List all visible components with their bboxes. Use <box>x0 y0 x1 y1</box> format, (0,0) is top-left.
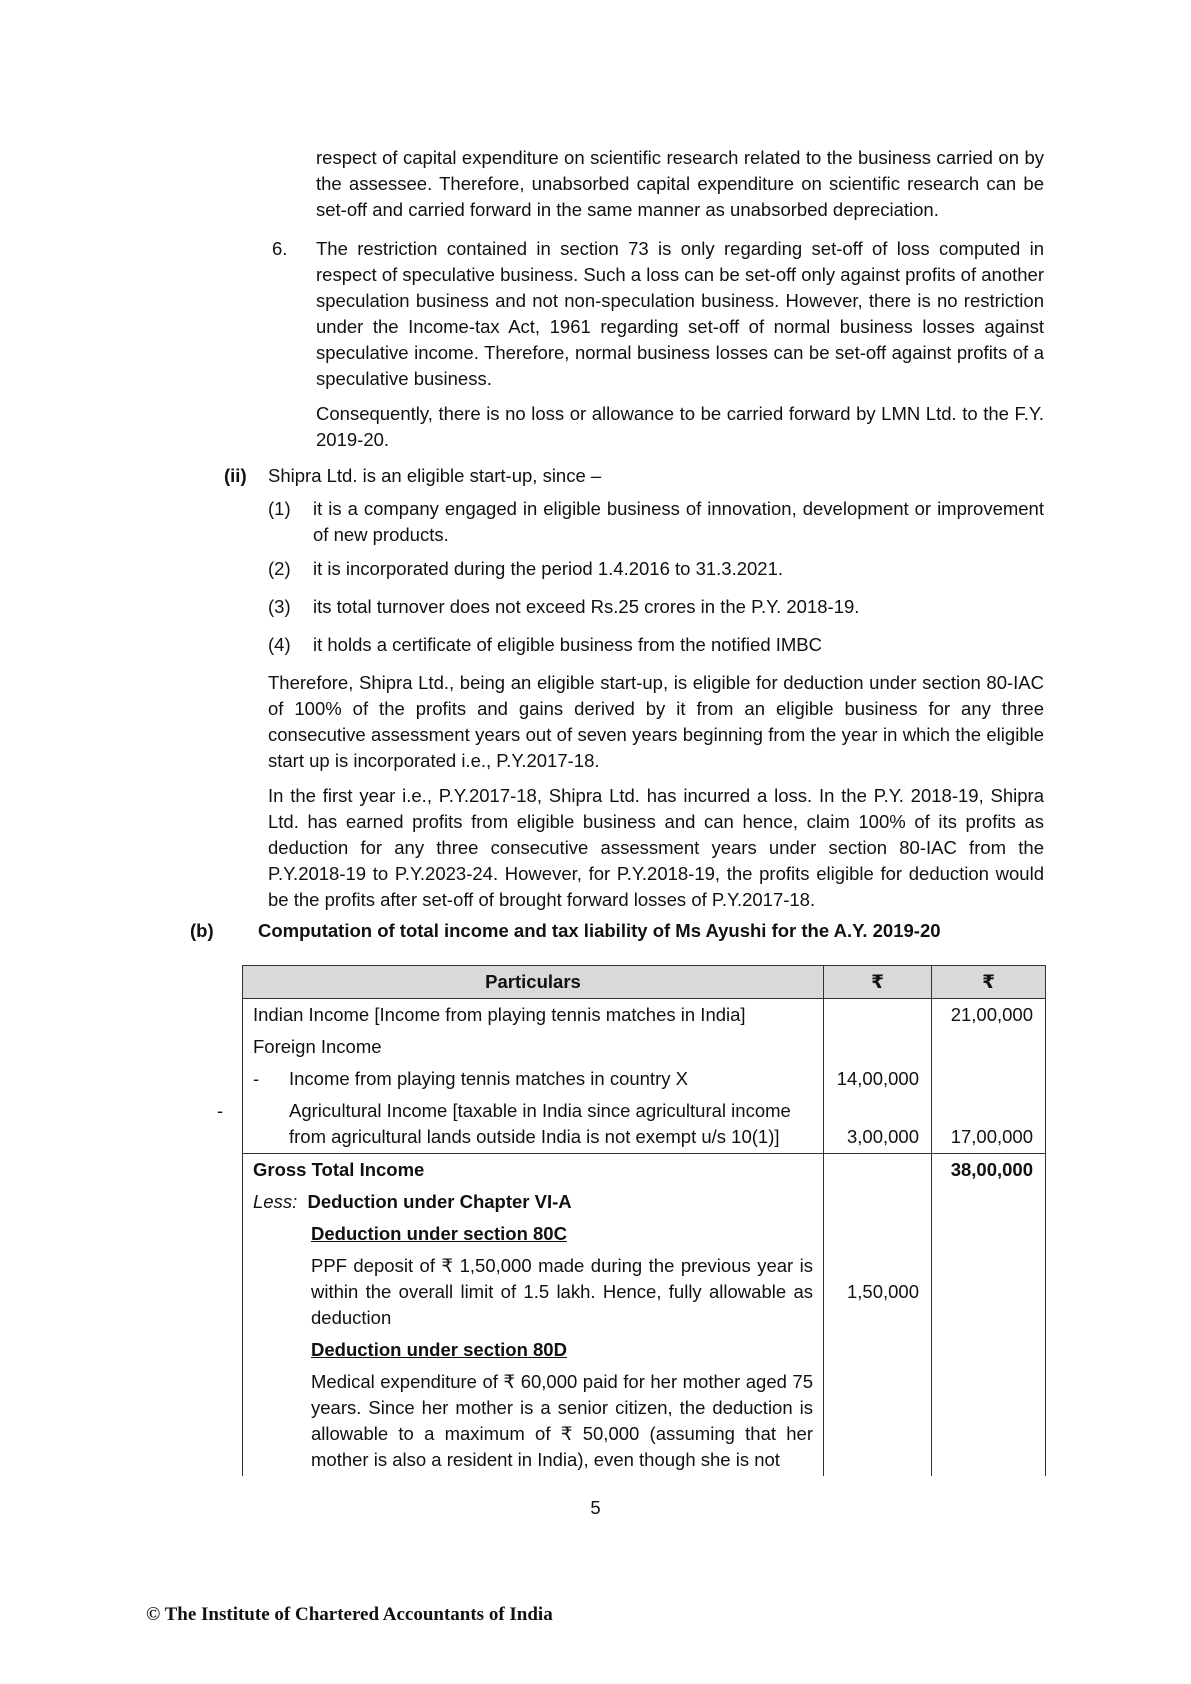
condition-item <box>268 556 1044 582</box>
table-row <box>243 1334 1046 1366</box>
table-row <box>243 1250 1046 1334</box>
part-ii-intro: Shipra Ltd. is an eligible start-up, since – <box>268 465 602 486</box>
table-row <box>243 1218 1046 1250</box>
foreign-agri-amount: 3,00,000 <box>824 1095 932 1154</box>
condition-text: it is incorporated during the period 1.4.2016 to 31.3.2021. <box>313 558 784 579</box>
condition-text: it is a company engaged in eligible business of innovation, development or improvement of new products. <box>313 498 1044 545</box>
empty-cell <box>824 1031 932 1063</box>
computation-table <box>217 965 1046 1476</box>
indian-income-amount: 21,00,000 <box>932 999 1046 1032</box>
header-particulars: Particulars <box>243 966 824 999</box>
table-row <box>243 1366 1046 1476</box>
part-ii-paragraph-1: Therefore, Shipra Ltd., being an eligible start-up, is eligible for deduction under section 80-IAC of 100% of the profits and gains derived by it from an eligible business for any three consecutive assessment years out of seven years beginning from the year in which the eligible start up is incorporated i.e., P.Y.2017-18. <box>268 672 1044 771</box>
foreign-income-total: 17,00,000 <box>932 1095 1046 1154</box>
table-row <box>243 1154 1046 1187</box>
condition-number: (4) <box>268 634 291 655</box>
foreign-tennis-label: Income from playing tennis matches in country X <box>289 1068 688 1089</box>
condition-item <box>268 496 1044 548</box>
sec80c-heading: Deduction under section 80C <box>311 1223 567 1244</box>
empty-cell <box>932 1218 1046 1250</box>
condition-item <box>268 632 1044 658</box>
table-row <box>243 1095 1046 1154</box>
less-deduction-cell <box>243 1186 824 1218</box>
empty-cell <box>932 1063 1046 1095</box>
chapter-via-label: Deduction under Chapter VI-A <box>307 1191 572 1212</box>
part-b-heading: Computation of total income and tax liability of Ms Ayushi for the A.Y. 2019-20 <box>258 920 941 941</box>
foreign-income-label: Foreign Income <box>243 1031 824 1063</box>
empty-cell <box>824 1186 932 1218</box>
empty-cell <box>932 1031 1046 1063</box>
item-6-number: 6. <box>272 238 288 259</box>
less-prefix: Less: <box>253 1191 298 1212</box>
sec80d-heading-cell <box>243 1334 824 1366</box>
table-row <box>243 1031 1046 1063</box>
empty-cell <box>932 1186 1046 1218</box>
indian-income-col2 <box>824 999 932 1032</box>
sec80d-heading: Deduction under section 80D <box>311 1339 567 1360</box>
item-6-conclusion: Consequently, there is no loss or allowance to be carried forward by LMN Ltd. to the F.Y. 2019-20. <box>316 403 1044 450</box>
condition-item <box>268 594 1044 620</box>
part-ii-paragraph-2: In the first year i.e., P.Y.2017-18, Shipra Ltd. has incurred a loss. In the P.Y. 2018-19, Shipra Ltd. has earned profits from eligible business and can hence, claim 100% of its profits as deduction for any three consecutive assessment years under section 80-IAC from the P.Y.2018-19 to P.Y.2023-24. However, for P.Y.2018-19, the profits eligible for deduction would be the profits after set-off of brought forward losses of P.Y.2017-18. <box>268 785 1044 910</box>
condition-number: (1) <box>268 498 291 519</box>
table-row <box>243 1186 1046 1218</box>
header-amount-1: ₹ <box>824 966 932 999</box>
foreign-tennis-cell <box>243 1063 824 1095</box>
foreign-agri-label: Agricultural Income [taxable in India since agricultural income from agricultural lands outside India is not exempt u/s 10(1)] <box>289 1100 791 1147</box>
empty-cell <box>824 1154 932 1187</box>
item-6-text: The restriction contained in section 73 is only regarding set-off of loss computed in respect of speculative business. Such a loss can be set-off only against profits of another speculation business and not non-speculation business. However, there is no restriction under the Income-tax Act, 1961 regarding set-off of normal business losses against speculative income. Therefore, normal business losses can be set-off against profits of a speculative business. <box>316 238 1044 389</box>
continuation-paragraph: respect of capital expenditure on scientific research related to the business carried on by the assessee. Therefore, unabsorbed capital expenditure on scientific research can be set-off and carried forward in the same manner as unabsorbed depreciation. <box>316 147 1044 220</box>
condition-number: (3) <box>268 596 291 617</box>
condition-text: its total turnover does not exceed Rs.25 crores in the P.Y. 2018-19. <box>313 596 860 617</box>
header-amount-2: ₹ <box>932 966 1046 999</box>
empty-cell <box>824 1366 932 1476</box>
sec80c-amount: 1,50,000 <box>824 1250 932 1334</box>
sec80c-heading-cell <box>243 1218 824 1250</box>
foreign-tennis-amount: 14,00,000 <box>824 1063 932 1095</box>
table-header-row <box>243 966 1046 999</box>
sec80c-text: PPF deposit of ₹ 1,50,000 made during the previous year is within the overall limit of 1.5 lakh. Hence, fully allowable as deduction <box>311 1255 813 1328</box>
gti-label: Gross Total Income <box>243 1154 824 1187</box>
empty-cell <box>932 1250 1046 1334</box>
page-number: 5 <box>590 1497 601 1518</box>
foreign-agri-cell <box>217 1095 824 1154</box>
indian-income-label: Indian Income [Income from playing tennis matches in India] <box>243 999 824 1032</box>
empty-cell <box>932 1366 1046 1476</box>
dash-bullet: - <box>217 1100 224 1121</box>
empty-cell <box>932 1334 1046 1366</box>
sec80c-text-cell <box>243 1250 824 1334</box>
part-b-label: (b) <box>190 920 214 941</box>
empty-cell <box>824 1334 932 1366</box>
dash-bullet: - <box>253 1068 260 1089</box>
condition-number: (2) <box>268 558 291 579</box>
sec80d-text: Medical expenditure of ₹ 60,000 paid for her mother aged 75 years. Since her mother is a senior citizen, the deduction is allowable to a maximum of ₹ 50,000 (assuming that her mother is also a resident in India), even though she is not <box>311 1371 813 1470</box>
table-row <box>243 1063 1046 1095</box>
sec80d-text-cell <box>243 1366 824 1476</box>
footer-copyright: © The Institute of Chartered Accountants of India <box>146 1604 553 1625</box>
table-row <box>243 999 1046 1032</box>
gti-amount: 38,00,000 <box>932 1154 1046 1187</box>
part-ii-label: (ii) <box>224 465 247 486</box>
empty-cell <box>824 1218 932 1250</box>
condition-text: it holds a certificate of eligible business from the notified IMBC <box>313 634 822 655</box>
